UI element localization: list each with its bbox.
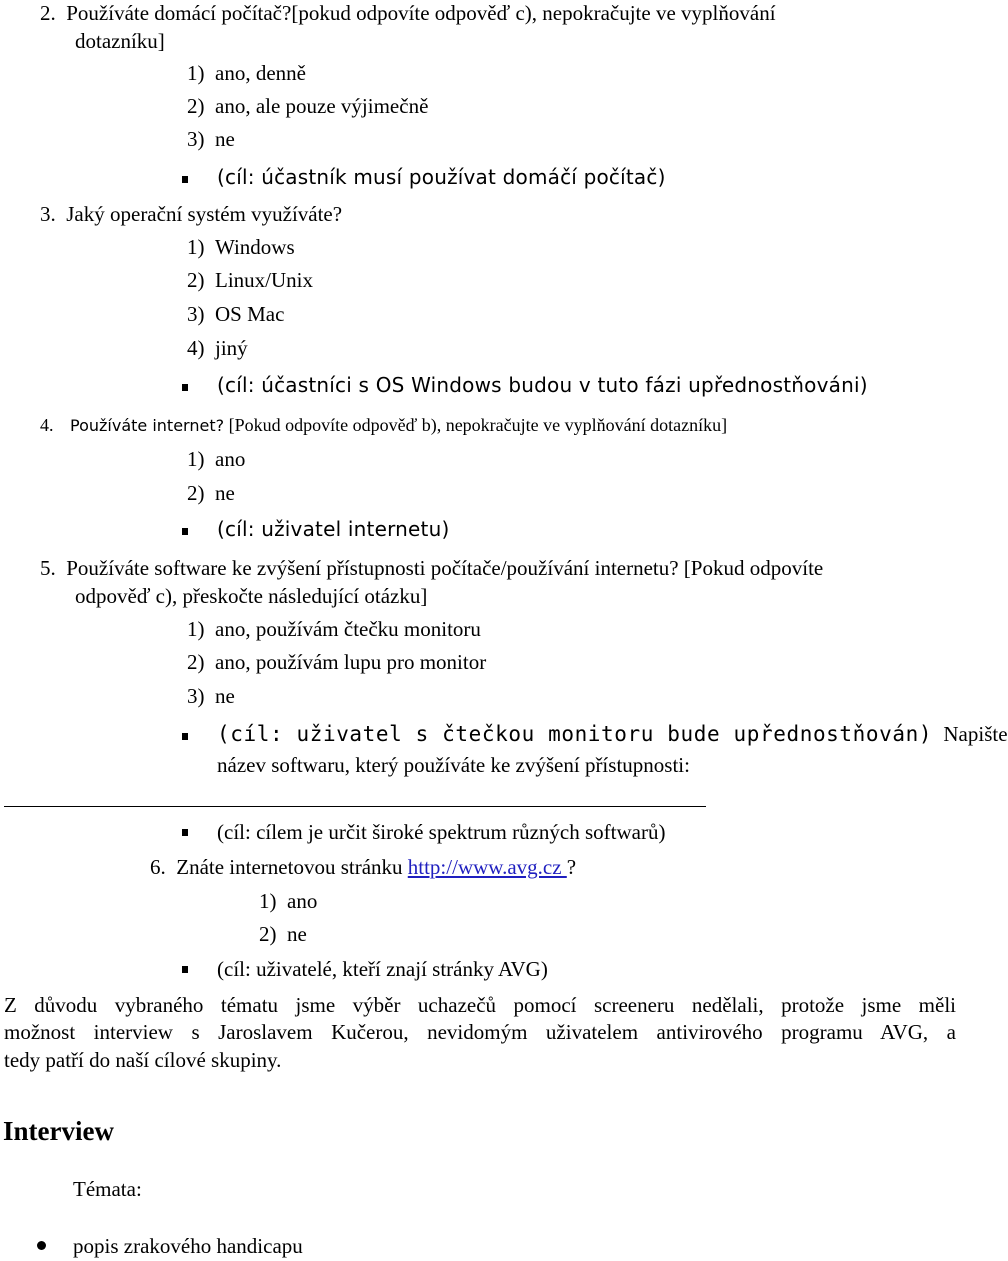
q5-goal2: (cíl: cílem je určit široké spektrum různých softwarů) [217,820,666,844]
q5-option-3: 3) ne [187,684,235,708]
q6-goal: (cíl: uživatelé, kteří znají stránky AVG) [217,957,548,981]
q5-goal: (cíl: uživatel s čtečkou monitoru bude upřednostňován) [217,722,933,746]
q3-goal: (cíl: účastníci s OS Windows budou v tuto fázi upřednostňováni) [217,373,868,397]
bullet-square-icon [182,829,188,836]
q6-option-1: 1) ano [259,889,318,913]
q2-goal: (cíl: účastník musí používat domáčí počítač) [217,165,666,189]
interview-heading: Interview [3,1116,114,1146]
q3-option-1: 1) Windows [187,235,295,259]
q3-option-4: 4) jiný [187,336,248,360]
bullet-square-icon [182,966,188,973]
topics-label: Témata: [73,1177,142,1201]
q5-option-2: 2) ano, používám lupu pro monitor [187,650,487,674]
answer-blank-line [4,806,706,807]
q5-followup-b: název softwaru, který používáte ke zvýšení přístupnosti: [217,753,690,777]
paragraph-line-2: možnost interview s Jaroslavem Kučerou, nevidomým uživatelem antivirového programu AVG, a [4,1020,956,1044]
q4-number: 4. [40,415,54,435]
q4-question [40,416,727,436]
bullet-square-icon [182,176,188,183]
q2-option-3: 3) ne [187,127,235,151]
q4-option-1: 1) ano [187,447,246,471]
q3-option-3: 3) OS Mac [187,302,285,326]
q2-option-1: 1) ano, denně [187,61,306,85]
q6-question-start: 6. Znáte internetovou stránku [150,855,403,879]
q5-option-1: 1) ano, používám čtečku monitoru [187,617,481,641]
q4-option-2: 2) ne [187,481,235,505]
q6-question-end: ? [566,855,577,879]
bullet-dot-icon [37,1241,46,1250]
q3-question: 3. Jaký operační systém využíváte? [40,202,343,226]
paragraph-line-3: tedy patří do naší cílové skupiny. [4,1048,282,1072]
q4-question-start: Používáte internet? [70,416,225,435]
bullet-square-icon [182,384,188,391]
bullet-square-icon [182,733,188,740]
q5-question-line1: 5. Používáte software ke zvýšení přístupnosti počítače/používání internetu? [Pokud odpovíte [40,556,824,580]
q4-question-rest: [Pokud odpovíte odpověď b), nepokračujte ve vyplňování dotazníku] [228,415,728,435]
q5-followup-a: Napište [943,722,1008,746]
q6-option-2: 2) ne [259,922,307,946]
q5-question-line2: odpověď c), přeskočte následující otázku] [75,584,428,608]
q3-option-2: 2) Linux/Unix [187,268,313,292]
topic-item: popis zrakového handicapu [73,1234,303,1258]
bullet-square-icon [182,528,188,535]
q2-option-2: 2) ano, ale pouze výjimečně [187,94,429,118]
q4-goal: (cíl: uživatel internetu) [217,517,450,541]
q2-question-line2: dotazníku] [75,29,165,53]
q6-question [150,856,576,879]
q2-question-line1: 2. Používáte domácí počítač?[pokud odpovíte odpověď c), nepokračujte ve vyplňování [40,1,776,25]
q5-goal-line [217,723,1008,746]
avg-website-link[interactable]: http://www.avg.cz [407,855,567,879]
paragraph-line-1: Z důvodu vybraného tématu jsme výběr uchazečů pomocí screeneru nedělali, protože jsme měli [4,993,956,1017]
